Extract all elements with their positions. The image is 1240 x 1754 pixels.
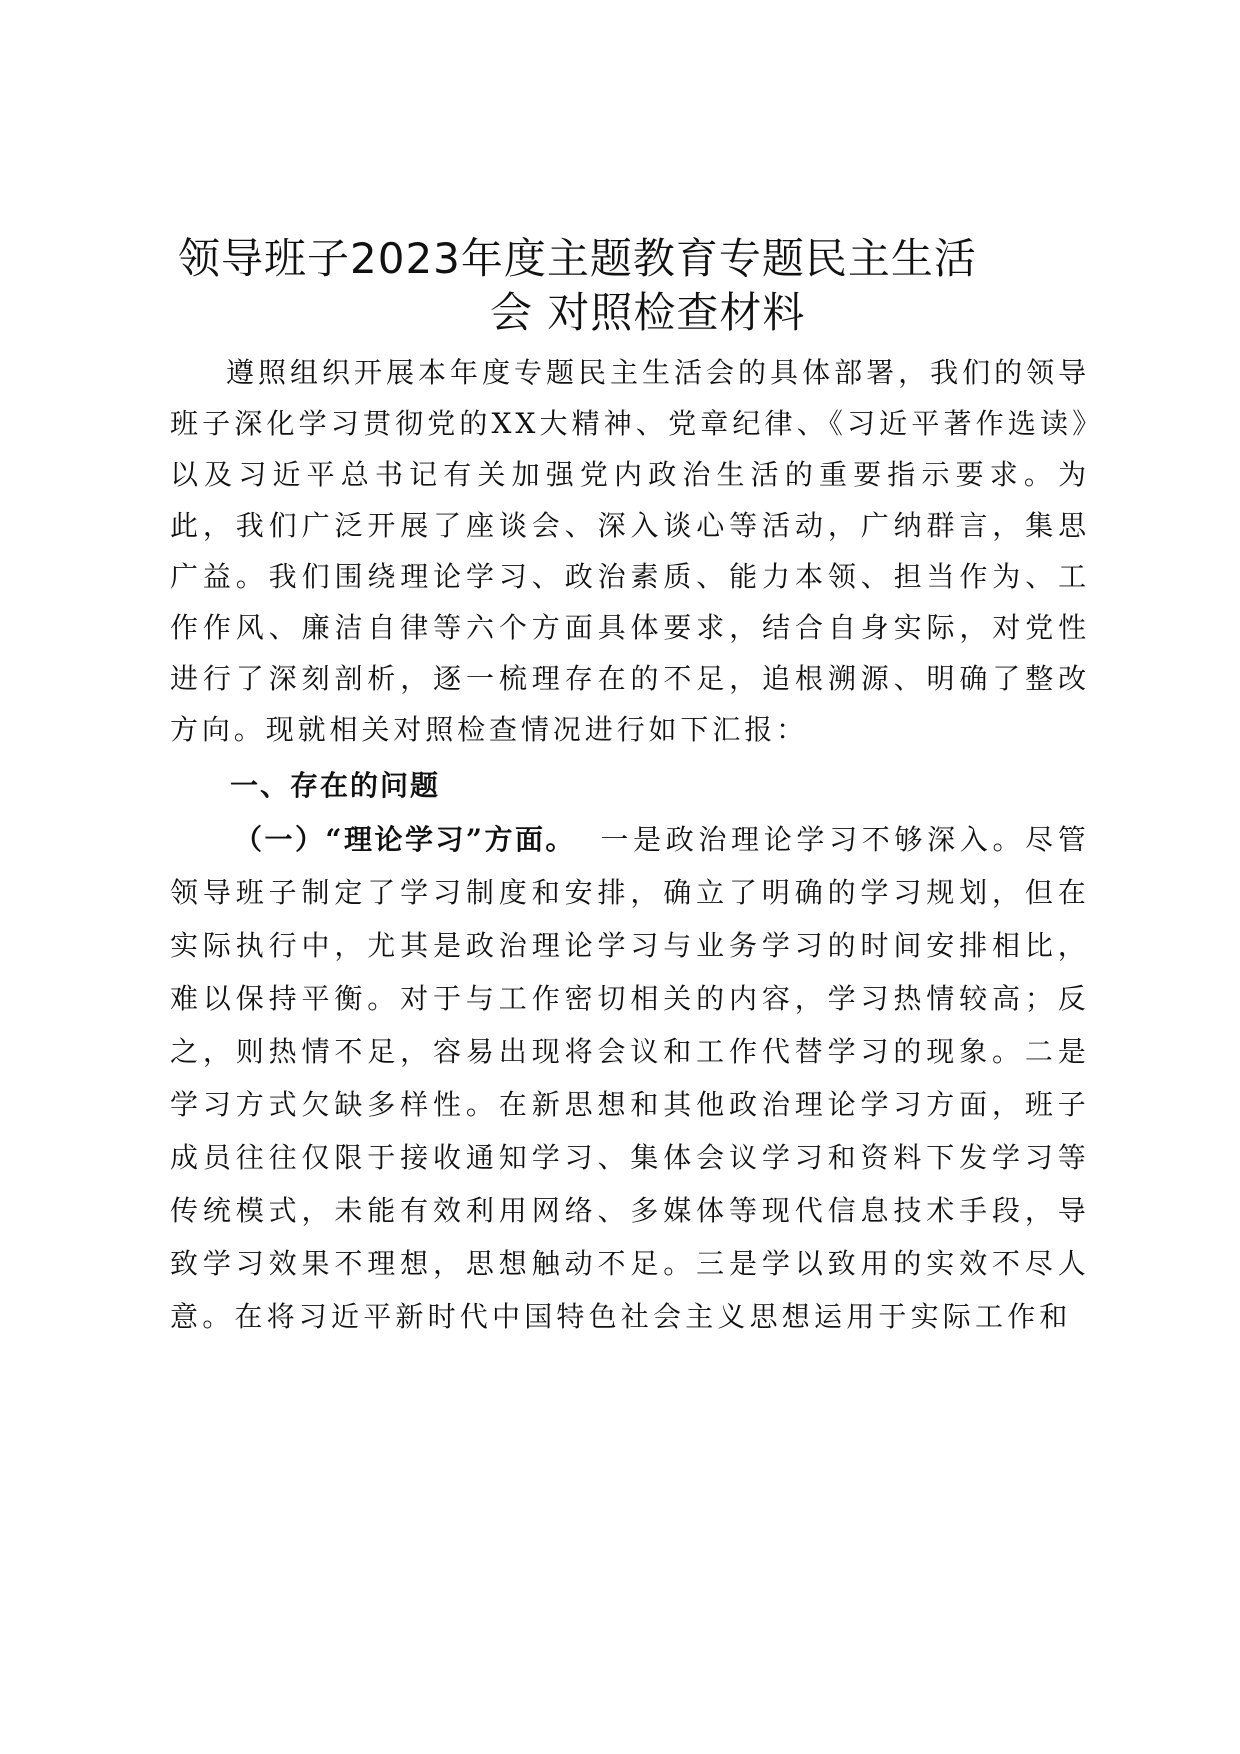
intro-paragraph: 遵照组织开展本年度专题民主生活会的具体部署，我们的领导班子深化学习贯彻党的XX大精神、党章纪律、《习近平著作选读》以及习近平总书记有关加强党内政治生活的重要指示要求。为此，我们广泛开展了座谈会、深入谈心等活动，广纳群言，集思广益。我们围绕理论学习、政治素质、能力本领、担当作为、工作作风、廉洁自律等六个方面具体要求，结合自身实际，对党性进行了深刻剖析，逐一梳理存在的不足，追根溯源、明确了整改方向。现就相关对照检查情况进行如下汇报： — [170, 356, 1090, 746]
document-body — [170, 347, 1090, 815]
subsection-1-paragraph — [170, 813, 1090, 1343]
title-line-1: 领导班子2023年度主题教育专题民主生活 — [178, 234, 977, 283]
section-1-heading: 一、存在的问题 — [230, 769, 441, 802]
subsection-1-heading: （一）“理论学习”方面。 — [234, 823, 576, 856]
document-title — [160, 232, 1080, 340]
subsection-1 — [170, 813, 1090, 1343]
subsection-1-text: 一是政治理论学习不够深入。尽管领导班子制定了学习制度和安排，确立了明确的学习规划，但在实际执行中，尤其是政治理论学习与业务学习的时间安排相比，难以保持平衡。对于与工作密切相关的内容，学习热情较高；反之，则热情不足，容易出现将会议和工作代替学习的现象。二是学习方式欠缺多样性。在新思想和其他政治理论学习方面，班子成员往往仅限于接收通知学习、集体会议学习和资料下发学习等传统模式，未能有效利用网络、多媒体等现代信息技术手段，导致学习效果不理想，思想触动不足。三是学以致用的实效不尽人意。在将习近平新时代中国特色社会主义思想运用于实际工作和 — [170, 823, 1090, 1333]
title-line-2: 会 对照检查材料 — [490, 288, 806, 337]
